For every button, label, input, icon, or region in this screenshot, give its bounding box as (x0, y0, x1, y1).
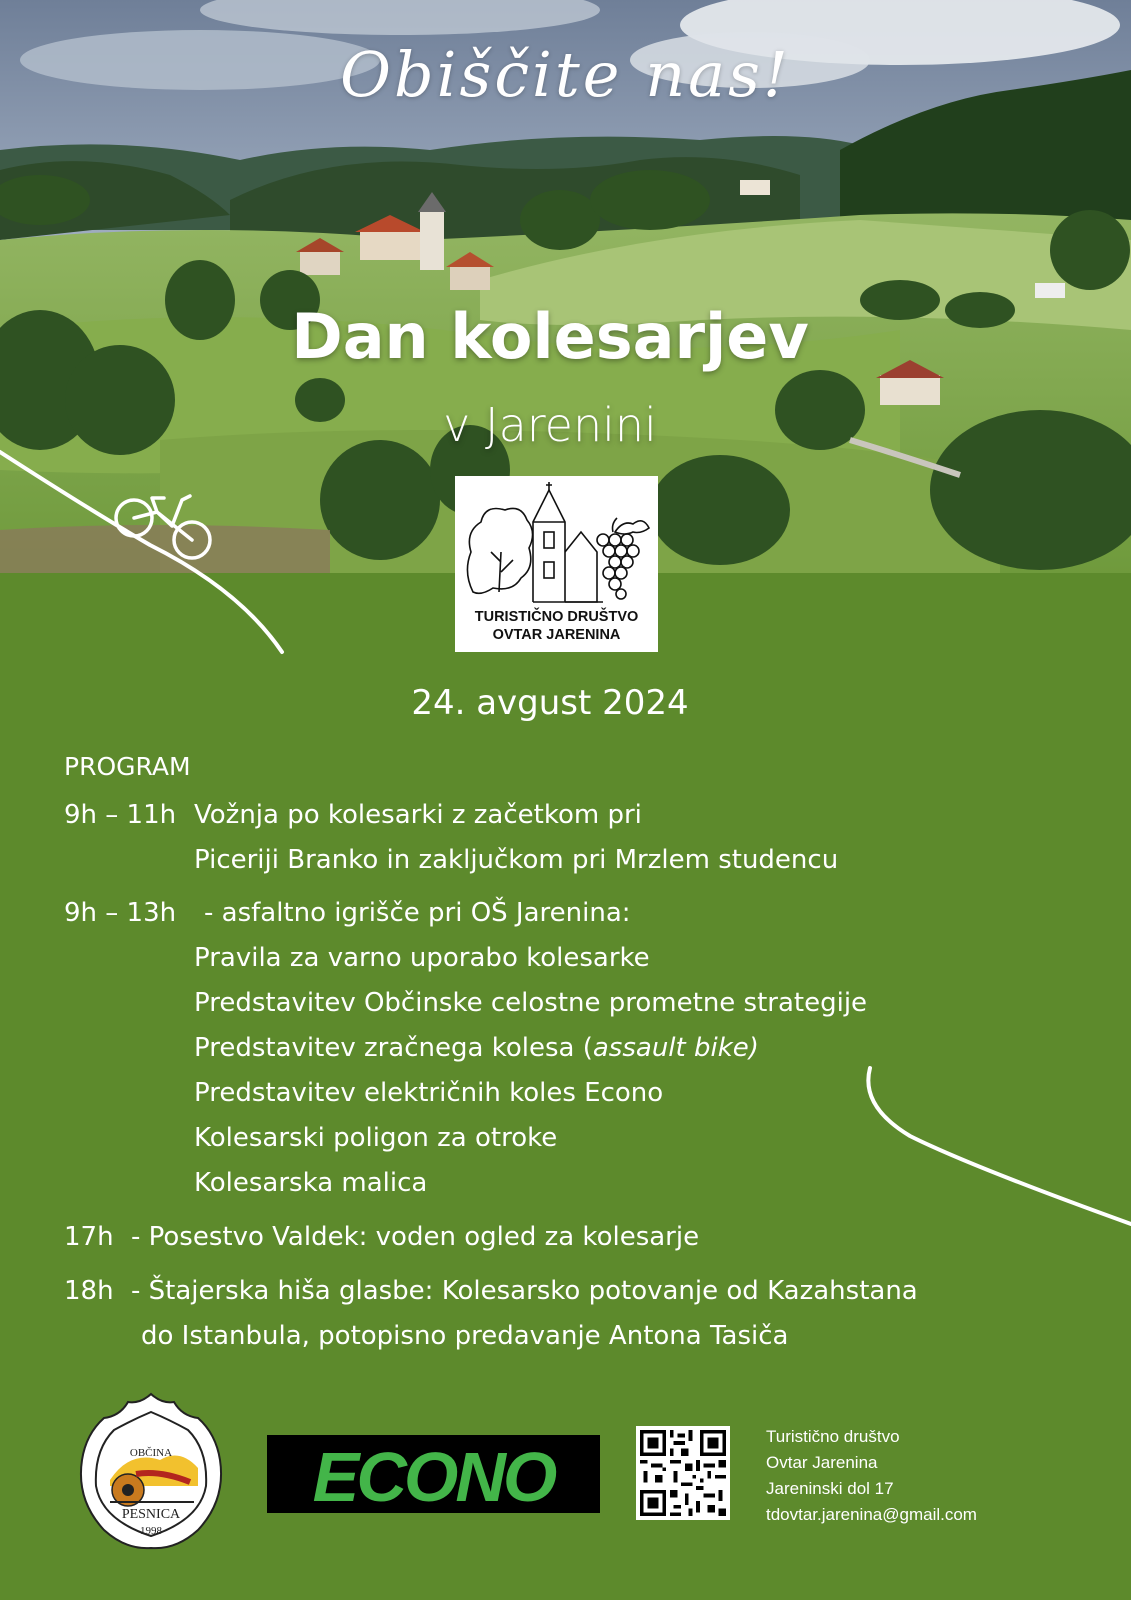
script-title: Obiščite nas! (340, 38, 791, 111)
crest-top-text: OBČINA (129, 1447, 173, 1459)
program-line: Predstavitev električnih koles Econo (194, 1078, 664, 1108)
program-line (194, 1033, 759, 1063)
program-time-2: 9h – 13h (64, 898, 177, 928)
event-title: Dan kolesarjev (291, 300, 809, 373)
church-logo-icon (463, 482, 651, 607)
econo-logo-text: ECONO (312, 1438, 555, 1516)
organizer-logo-line2: OVTAR JARENINA (492, 627, 621, 643)
contact-info (766, 1424, 977, 1528)
program-line: do Istanbula, potopisno predavanje Antona Tasiča (141, 1321, 789, 1351)
program-line: - Štajerska hiša glasbe: Kolesarsko potovanje od Kazahstana (131, 1276, 918, 1306)
program-line-italic: assault bike) (592, 1033, 759, 1063)
organizer-logo-text (455, 608, 658, 644)
program-time-3: 17h (64, 1222, 114, 1252)
contact-line1: Turistično društvo (766, 1427, 900, 1446)
contact-line2: Ovtar Jarenina (766, 1453, 878, 1472)
qr-code-icon[interactable] (636, 1426, 730, 1520)
contact-email[interactable]: tdovtar.jarenina@gmail.com (766, 1505, 977, 1524)
event-date: 24. avgust 2024 (411, 683, 689, 723)
program-line: Predstavitev Občinske celostne prometne strategije (194, 988, 868, 1018)
program-time-1: 9h – 11h (64, 800, 177, 830)
decorative-curve-right (860, 1066, 1131, 1226)
contact-address: Jareninski dol 17 (766, 1479, 894, 1498)
econo-logo (267, 1435, 600, 1516)
bicycle-icon (112, 486, 216, 566)
organizer-logo-line1: TURISTIČNO DRUŠTVO (474, 609, 639, 625)
program-line: Vožnja po kolesarki z začetkom pri (194, 800, 642, 830)
program-line: - Posestvo Valdek: voden ogled za kolesarje (131, 1222, 700, 1252)
event-subtitle: v Jarenini (443, 398, 657, 452)
program-line: Kolesarski poligon za otroke (194, 1123, 558, 1153)
crest-year-text: 1998 (140, 1525, 162, 1537)
program-line: Kolesarska malica (194, 1168, 428, 1198)
crest-name-text: PESNICA (121, 1507, 181, 1522)
program-line-text: Predstavitev zračnega kolesa ( (194, 1033, 593, 1063)
qr-code-pattern (636, 1426, 730, 1520)
program-heading: PROGRAM (64, 752, 191, 781)
municipality-crest-icon (70, 1390, 232, 1552)
program-line: Piceriji Branko in zaključkom pri Mrzlem studencu (194, 845, 839, 875)
program-line: Pravila za varno uporabo kolesarke (194, 943, 650, 973)
organizer-logo (455, 476, 658, 652)
program-time-4: 18h (64, 1276, 114, 1306)
program-line: - asfaltno igrišče pri OŠ Jarenina: (204, 898, 631, 928)
